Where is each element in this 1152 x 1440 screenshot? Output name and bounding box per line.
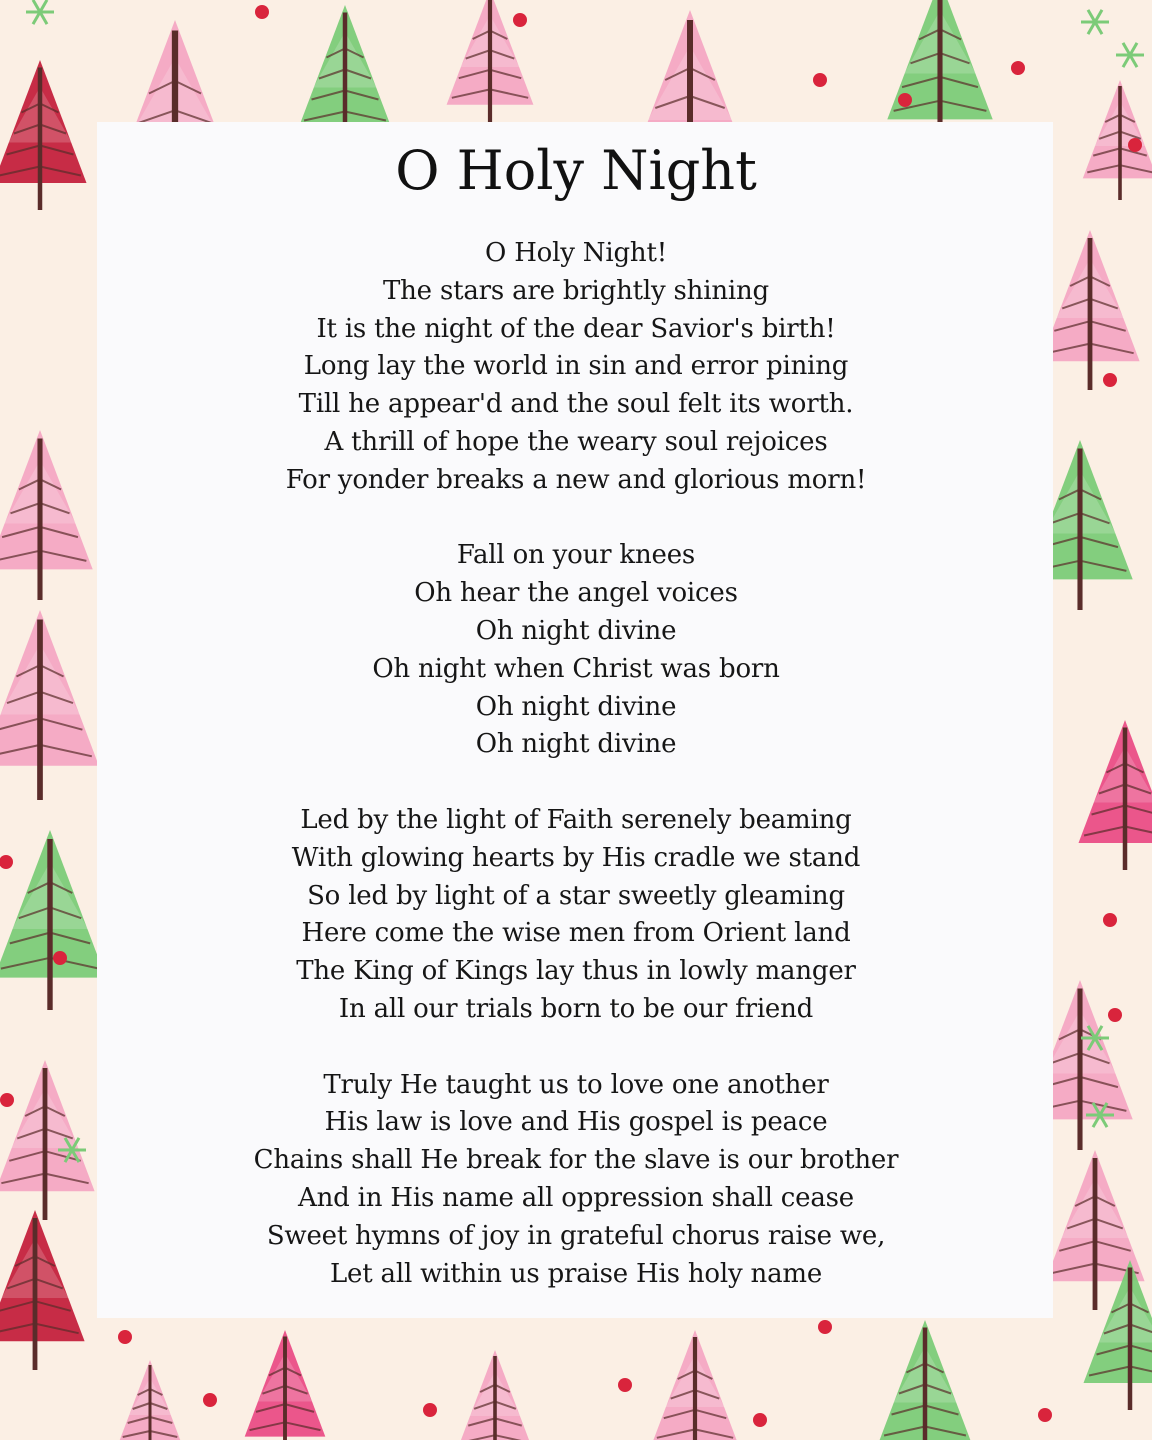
poem-line: O Holy Night! [485, 238, 667, 268]
stanza-2-chorus [0, 537, 1152, 764]
poem-line: Oh night divine [475, 691, 677, 722]
poem-line: Led by the light of Faith serenely beaming [300, 804, 852, 835]
tree-icon [652, 1330, 739, 1440]
poem-line: For yonder breaks a new and glorious morn! [285, 464, 867, 495]
poem-line: Oh hear the angel voices [414, 578, 738, 609]
tree-icon [119, 1360, 181, 1440]
dot-icon [255, 5, 269, 19]
poem-title: O Holy Night [395, 139, 757, 202]
poem-body [0, 235, 1152, 1331]
dot-icon [513, 13, 527, 27]
dot-icon [423, 1403, 437, 1417]
poem-line: It is the night of the dear Savior's birth! [316, 313, 836, 344]
dot-icon [813, 73, 827, 87]
snowflake-icon [26, 0, 54, 24]
snowflake-icon [1116, 43, 1144, 67]
poem-line: Here come the wise men from Orient land [301, 918, 851, 949]
dot-icon [898, 93, 912, 107]
poem-line: And in His name all oppression shall cease [298, 1182, 854, 1213]
poem-line: His law is love and His gospel is peace [324, 1107, 828, 1138]
dot-icon [753, 1413, 767, 1427]
poem-line: Sweet hymns of joy in grateful chorus raise we, [266, 1220, 886, 1251]
poem-line: With glowing hearts by His cradle we stand [291, 842, 861, 873]
poem-line: Truly He taught us to love one another [323, 1069, 829, 1100]
dot-icon [618, 1378, 632, 1392]
poem-line: Till he appear'd and the soul felt its worth. [298, 389, 854, 420]
poem-line: Long lay the world in sin and error pining [303, 351, 849, 382]
poem-line: Oh night divine [475, 615, 677, 646]
stanza-3 [0, 802, 1152, 1029]
poem-line: Let all within us praise His holy name [329, 1258, 823, 1289]
tree-icon [245, 1330, 326, 1440]
poem-line: Fall on your knees [456, 540, 696, 571]
dot-icon [1011, 61, 1025, 75]
stanza-1 [0, 235, 1152, 500]
poem-line: Oh night divine [475, 729, 677, 760]
tree-icon [458, 1350, 532, 1440]
poem-line: In all our trials born to be our friend [338, 993, 814, 1024]
dot-icon [118, 1330, 132, 1344]
poem-line: A thrill of hope the weary soul rejoices [324, 426, 828, 457]
dot-icon [203, 1393, 217, 1407]
poem-line: Oh night when Christ was born [372, 653, 780, 684]
stanza-4 [0, 1067, 1152, 1294]
poem-line: The King of Kings lay thus in lowly manger [296, 956, 856, 987]
poem-line: The stars are brightly shining [383, 275, 769, 306]
dot-icon [1038, 1408, 1052, 1422]
tree-icon [879, 1320, 972, 1440]
poem-line: So led by light of a star sweetly gleaming [307, 880, 845, 911]
poem-line: Chains shall He break for the slave is our brother [253, 1145, 899, 1176]
snowflake-icon [1081, 10, 1109, 34]
